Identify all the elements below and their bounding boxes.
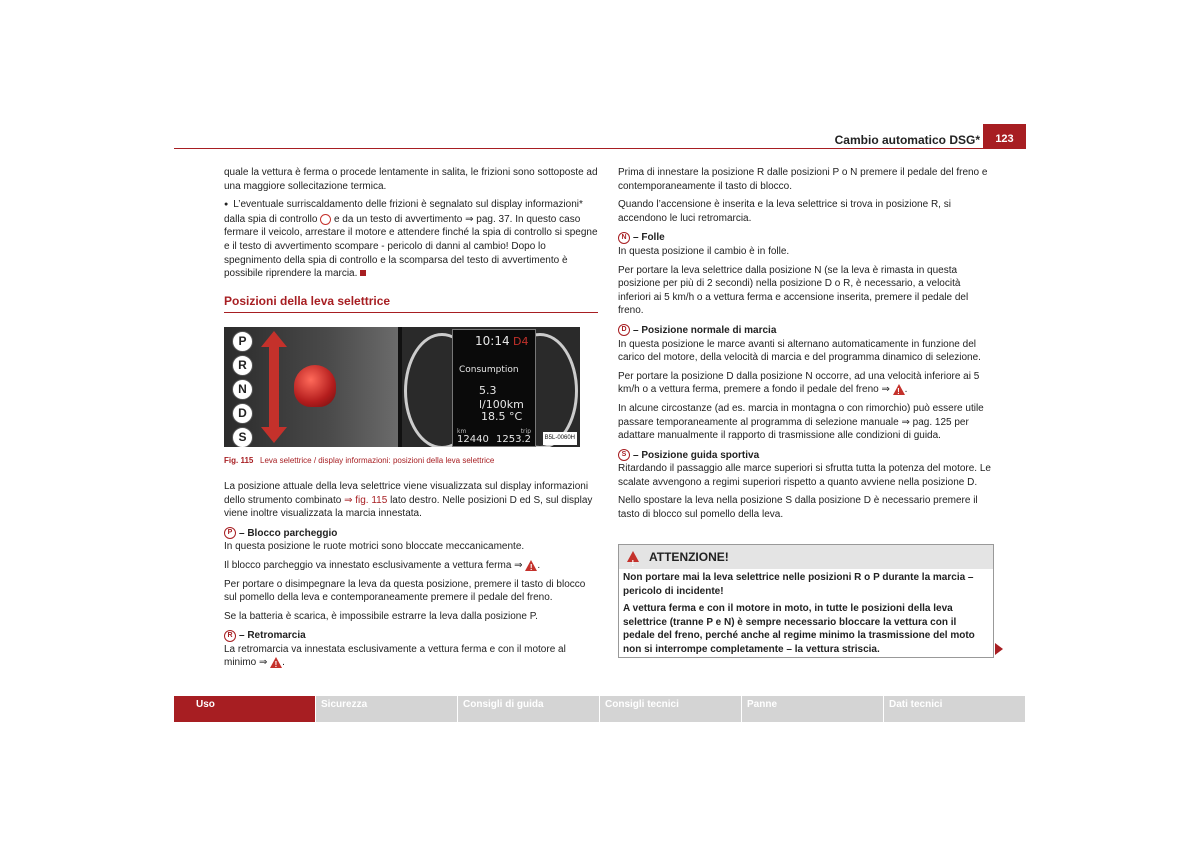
section-rule [224, 312, 598, 313]
position-d-heading [618, 324, 992, 338]
instrument-cluster-photo [402, 327, 580, 447]
warning-triangle-icon [627, 551, 639, 562]
text: Il blocco parcheggio va innestato esclusivamente a vettura ferma ⇒ [224, 559, 523, 571]
paragraph: Il blocco parcheggio va innestato esclusivamente a vettura ferma ⇒ ! . [224, 559, 598, 573]
odometer: 12440 [457, 434, 489, 446]
footer-tab-dati-tecnici[interactable]: Dati tecnici [884, 696, 1025, 722]
footer-tab-panne[interactable]: Panne [742, 696, 883, 722]
paragraph: Per portare la leva selettrice dalla posizione N (se la leva è rimasta in questa posizione per più di 2 secondi) nella posizione D o R, è necessario, a velocità inferiori ai 5 km/h o a vettura ferma e accensione inserita, premere il pedale del freno. [618, 264, 969, 317]
paragraph: In questa posizione le marce avanti si alternano automaticamente in funzione del carico del motore, della velocità di marcia e del programma dinamico di selezione. [618, 338, 981, 364]
paragraph: Per portare la posizione D dalla posizione N occorre, ad una velocità inferiore ai 5 km/h o a vettura ferma, premere a fondo il pedale del freno ⇒ ! . [618, 370, 992, 397]
s-circle-icon: S [618, 449, 630, 461]
footer-tab-uso[interactable]: Uso [174, 696, 315, 722]
gear-indicator: D4 [513, 335, 529, 349]
header-rule [174, 148, 1026, 149]
figure-caption [224, 454, 598, 468]
paragraph: Prima di innestare la posizione R dalle posizioni P o N premere il pedale del freno e contemporaneamente il tasto di blocco. [618, 167, 988, 192]
selector-n-circle: N [232, 379, 253, 400]
running-header: Cambio automatico DSG* [834, 133, 980, 147]
selector-s-circle: S [232, 427, 253, 447]
continue-arrow-icon [995, 643, 1003, 655]
selector-r-circle: R [232, 355, 253, 376]
paragraph: In alcune circostanze (ad es. marcia in montagna o con rimorchio) può essere utile passare temporaneamente al programma di selezione manuale ⇒ pag. 125 per adattare manualmente il rapporto di trasmissione alle condizioni di guida. [618, 402, 984, 442]
text: La posizione attuale della leva selettrice viene visualizzata sul display informazioni dello strumento combinato [224, 480, 589, 506]
figure-115 [224, 327, 580, 447]
double-arrow-icon [261, 331, 287, 443]
d-circle-icon: D [618, 324, 630, 336]
gear-selector-photo [224, 327, 398, 447]
paragraph: In questa posizione le ruote motrici sono bloccate meccanicamente. [224, 541, 525, 553]
footer-tab-sicurezza[interactable]: Sicurezza [316, 696, 457, 722]
page-number: 123 [983, 124, 1026, 148]
temperature: 18.5 °C [481, 410, 523, 424]
heading-text: – Blocco parcheggio [239, 527, 338, 539]
paragraph: La retromarcia va innestata esclusivamente a vettura ferma e con il motore al minimo ⇒ ! . [224, 643, 598, 670]
paragraph: quale la vettura è ferma o procede lentamente in salita, le frizioni sono sottoposte ad una maggiore sollecitazione termica. [224, 167, 598, 192]
text: lato destro. Nelle posizioni D ed S, sul display viene inoltre visualizzata la marcia innestata. [224, 494, 593, 520]
figure-code: B5L-0060H [543, 432, 577, 446]
right-column [618, 166, 992, 527]
text: e da un testo di avvertimento ⇒ pag. 37. In questo caso fermare il veicolo, arrestare il motore e attendere finché la spia di controllo si spegne e il testo di avvertimento scompare - pericolo di danni al cambio! Dopo lo spegnimento della spia di controllo e la scomparsa del testo di avvertimento è possibile riprendere la marcia. [224, 213, 598, 280]
heading-text: – Posizione guida sportiva [633, 449, 760, 461]
position-n-heading [618, 231, 992, 245]
position-r-heading [224, 629, 598, 643]
gear-knob [294, 365, 336, 407]
warning-triangle-icon[interactable] [270, 657, 282, 668]
warning-triangle-icon[interactable] [525, 560, 537, 571]
heading-text: – Folle [633, 232, 665, 244]
n-circle-icon: N [618, 232, 630, 244]
footer-nav [174, 696, 1026, 722]
paragraph: In questa posizione il cambio è in folle. [618, 245, 790, 257]
caption-number: Fig. 115 [224, 456, 254, 466]
paragraph: Nello spostare la leva nella posizione S dalla posizione D è necessario premere il tasto di blocco sul pomello della leva. [618, 495, 978, 521]
p-circle-icon: P [224, 527, 236, 539]
text: L’eventuale surriscaldamento delle frizioni è segnalato sul display informazioni* dalla spia di controllo [224, 199, 583, 225]
paragraph: Per portare o disimpegnare la leva da questa posizione, premere il tasto di blocco sul pomello della leva e contemporaneamente premere il pedale del freno. [224, 578, 586, 604]
selector-d-circle: D [232, 403, 253, 424]
selector-positions [232, 331, 253, 447]
attention-header [619, 545, 993, 569]
clock: 10:14 [475, 334, 510, 349]
heading-text: – Retromarcia [239, 630, 306, 642]
end-mark-icon [360, 270, 366, 276]
bullet-paragraph [224, 198, 598, 281]
consumption-label: Consumption [459, 365, 519, 376]
attention-box [618, 544, 994, 658]
warning-light-icon [320, 214, 331, 225]
trip-label: trip [520, 428, 531, 436]
section-title: Posizioni della leva selettrice [224, 293, 391, 308]
caption-text: Leva selettrice / display informazioni: posizioni della leva selettrice [260, 456, 495, 466]
figure-link[interactable]: ⇒ fig. 115 [344, 494, 388, 506]
footer-tab-consigli-tecnici[interactable]: Consigli tecnici [600, 696, 741, 722]
paragraph: Ritardando il passaggio alle marce superiori si sfrutta tutta la potenza del motore. Le scalate avvengono a regimi superiori rispetto a quanto avviene nella posizione D. [618, 463, 991, 488]
consumption-value: 5.3 l/100km [479, 384, 524, 411]
km-label: km [457, 428, 467, 436]
paragraph: Quando l’accensione è inserita e la leva selettrice si trova in posizione R, si accendono le luci retromarcia. [618, 199, 951, 224]
text: Per portare la posizione D dalla posizione N occorre, ad una velocità inferiore ai 5 km/h o a vettura ferma, premere a fondo il pedale del freno ⇒ [618, 370, 980, 396]
selector-p-circle: P [232, 331, 253, 352]
heading-text: – Posizione normale di marcia [633, 324, 777, 336]
attention-body [619, 569, 993, 663]
paragraph: Se la batteria è scarica, è impossibile estrarre la leva dalla posizione P. [224, 610, 538, 622]
warning-triangle-icon[interactable] [893, 384, 905, 395]
trip-value: 1253.2 [496, 434, 531, 446]
attention-item: Non portare mai la leva selettrice nelle posizioni R o P durante la marcia – pericolo di incidente! [623, 572, 974, 597]
text: La retromarcia va innestata esclusivamente a vettura ferma e con il motore al minimo ⇒ [224, 643, 566, 669]
info-display [452, 329, 536, 447]
r-circle-icon: R [224, 630, 236, 642]
footer-tab-consigli-di-guida[interactable]: Consigli di guida [458, 696, 599, 722]
attention-title: ATTENZIONE! [649, 550, 729, 564]
left-column [224, 166, 598, 675]
position-s-heading [618, 449, 992, 463]
attention-item: A vettura ferma e con il motore in moto, in tutte le posizioni della leva selettrice (tranne P e N) è sempre necessario bloccare la vettura con il pedale del freno, perché anche al regime minimo la trasmissione del moto non si interrompe completamente – la vettura striscia. [623, 603, 975, 655]
paragraph [224, 480, 598, 521]
position-p-heading [224, 527, 598, 541]
